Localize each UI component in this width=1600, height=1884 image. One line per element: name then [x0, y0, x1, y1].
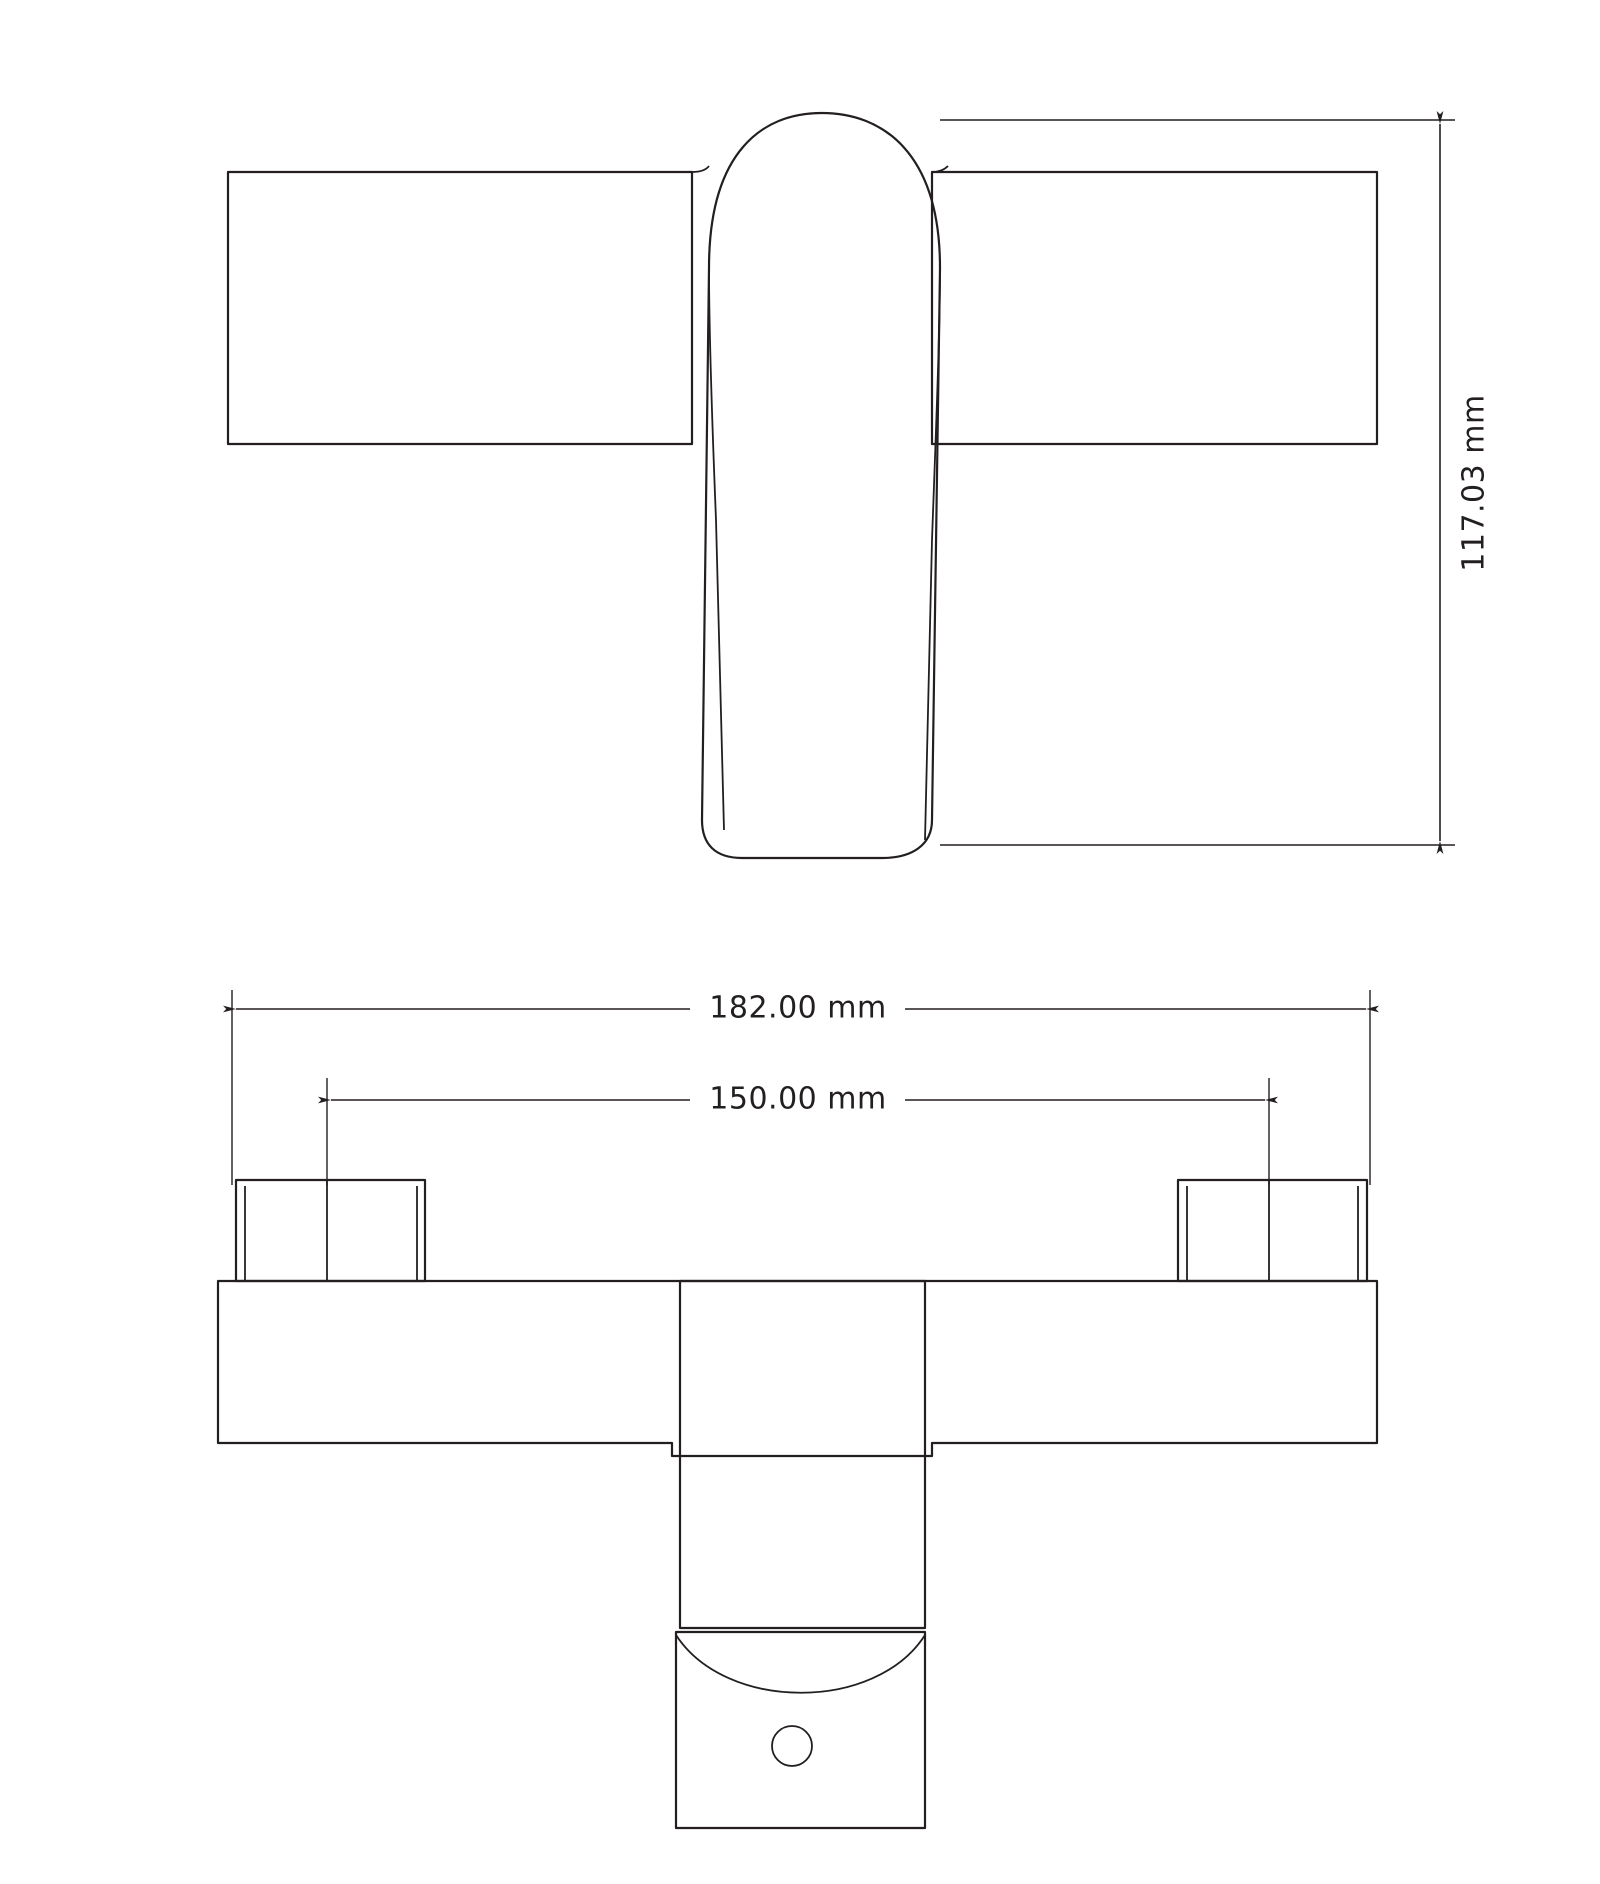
overall-width-dimension-label: 182.00 mm [709, 990, 887, 1026]
top-body-slab [218, 1281, 1377, 1456]
top-spout-blend-arc [676, 1635, 925, 1693]
height-dimension [940, 120, 1492, 845]
front-body-left-bar [228, 172, 692, 444]
top-right-connector-outer [1178, 1180, 1367, 1281]
connector-spacing-dimension-label: 150.00 mm [709, 1081, 887, 1117]
front-lever-handle [702, 113, 940, 858]
top-spout-body [680, 1281, 925, 1628]
height-dimension-label: 117.03 mm [1456, 394, 1492, 572]
top-view [218, 1180, 1377, 1828]
front-lever-inner-edge [709, 268, 724, 830]
top-aerator-circle [772, 1726, 812, 1766]
front-view [228, 113, 1377, 858]
front-body-right-bar [932, 172, 1377, 444]
front-lever-left-blend [692, 166, 709, 172]
top-left-connector-outer [236, 1180, 425, 1281]
top-spout-outlet-cap [676, 1632, 925, 1828]
connector-spacing-dimension [327, 1078, 1269, 1185]
